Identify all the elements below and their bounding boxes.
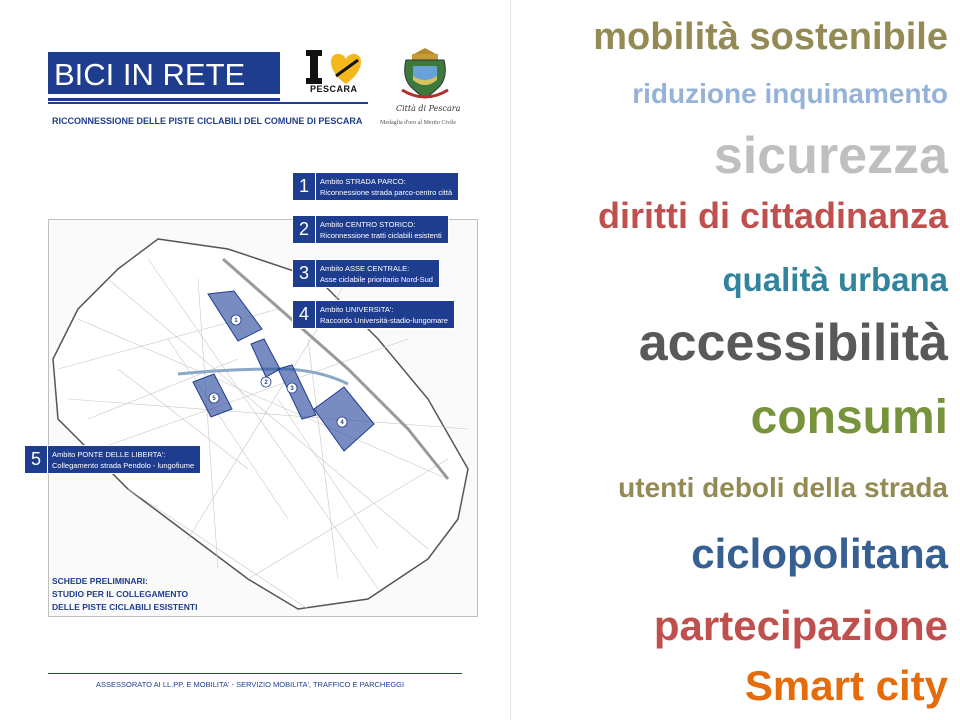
ambito-number: 5 bbox=[24, 445, 48, 474]
keyword-consumi: consumi bbox=[750, 391, 948, 444]
schede-line-3: DELLE PISTE CICLABILI ESISTENTI bbox=[52, 602, 198, 612]
ambito-4-label bbox=[292, 300, 455, 329]
keyword-partecipazione: partecipazione bbox=[653, 602, 948, 649]
ambito-description: Riconnessione strada parco-centro città bbox=[320, 188, 453, 197]
map-marker-1: 1 bbox=[234, 318, 238, 324]
map-marker-2: 2 bbox=[264, 380, 268, 386]
keyword-smart-city: Smart city bbox=[744, 662, 948, 709]
ambito-text bbox=[316, 259, 440, 288]
coat-city-name: Città di Pescara bbox=[396, 104, 461, 113]
ambito-number: 1 bbox=[292, 172, 316, 201]
ambito-text bbox=[48, 445, 201, 474]
ambito-title: Ambito CENTRO STORICO: bbox=[320, 220, 416, 229]
keyword-diritti-di-cittadinanza: diritti di cittadinanza bbox=[597, 195, 948, 236]
keyword-sicurezza: sicurezza bbox=[713, 127, 948, 185]
ambito-description: Riconnessione tratti ciclabili esistenti bbox=[320, 231, 442, 240]
logo-text: PESCARA bbox=[310, 84, 358, 94]
title-rule bbox=[48, 102, 368, 104]
ambito-number: 2 bbox=[292, 215, 316, 244]
schede-caption bbox=[52, 575, 197, 614]
ambito-title: Ambito UNIVERSITA': bbox=[320, 305, 394, 314]
ambito-description: Raccordo Università-stadio-lungomare bbox=[320, 316, 448, 325]
ambito-text bbox=[316, 215, 449, 244]
project-subtitle: RICCONNESSIONE DELLE PISTE CICLABILI DEL COMUNE DI PESCARA bbox=[52, 116, 363, 126]
ambito-number: 3 bbox=[292, 259, 316, 288]
ambito-3-label bbox=[292, 259, 440, 288]
ambito-description: Collegamento strada Pendolo - lungofiume bbox=[52, 461, 195, 470]
project-title: BICI IN RETE bbox=[48, 52, 280, 98]
map-marker-4: 4 bbox=[340, 420, 344, 426]
keyword-ciclopolitana: ciclopolitana bbox=[691, 530, 948, 577]
footer-rule bbox=[48, 673, 462, 674]
keyword-accessibilita: accessibilità bbox=[638, 314, 948, 372]
ambito-title: Ambito ASSE CENTRALE: bbox=[320, 264, 410, 273]
city-coat-of-arms bbox=[398, 46, 452, 102]
map-marker-3: 3 bbox=[290, 386, 294, 392]
footer-credit: ASSESSORATO AI LL.PP. E MOBILITA' - SERVIZIO MOBILITA', TRAFFICO E PARCHEGGI bbox=[96, 680, 405, 689]
schede-line-1: SCHEDE PRELIMINARI: bbox=[52, 576, 148, 586]
ambito-title: Ambito STRADA PARCO: bbox=[320, 177, 406, 186]
ambito-title: Ambito PONTE DELLE LIBERTA': bbox=[52, 450, 166, 459]
keyword-qualita-urbana: qualità urbana bbox=[722, 261, 948, 298]
coat-medal-text: Medaglia d'oro al Merito Civile bbox=[380, 120, 457, 126]
ambito-text bbox=[316, 172, 459, 201]
keyword-mobilita-sostenibile: mobilità sostenibile bbox=[593, 16, 948, 58]
ambito-1-label bbox=[292, 172, 459, 201]
keyword-riduzione-inquinamento: riduzione inquinamento bbox=[632, 78, 948, 109]
keyword-utenti-deboli: utenti deboli della strada bbox=[618, 472, 948, 503]
map-marker-5: 5 bbox=[212, 396, 216, 402]
ambito-2-label bbox=[292, 215, 449, 244]
ambito-text bbox=[316, 300, 455, 329]
ambito-description: Asse ciclabile prioritario Nord-Sud bbox=[320, 275, 433, 284]
ambito-number: 4 bbox=[292, 300, 316, 329]
ambito-5-label bbox=[24, 445, 201, 474]
schede-line-2: STUDIO PER IL COLLEGAMENTO bbox=[52, 589, 189, 599]
